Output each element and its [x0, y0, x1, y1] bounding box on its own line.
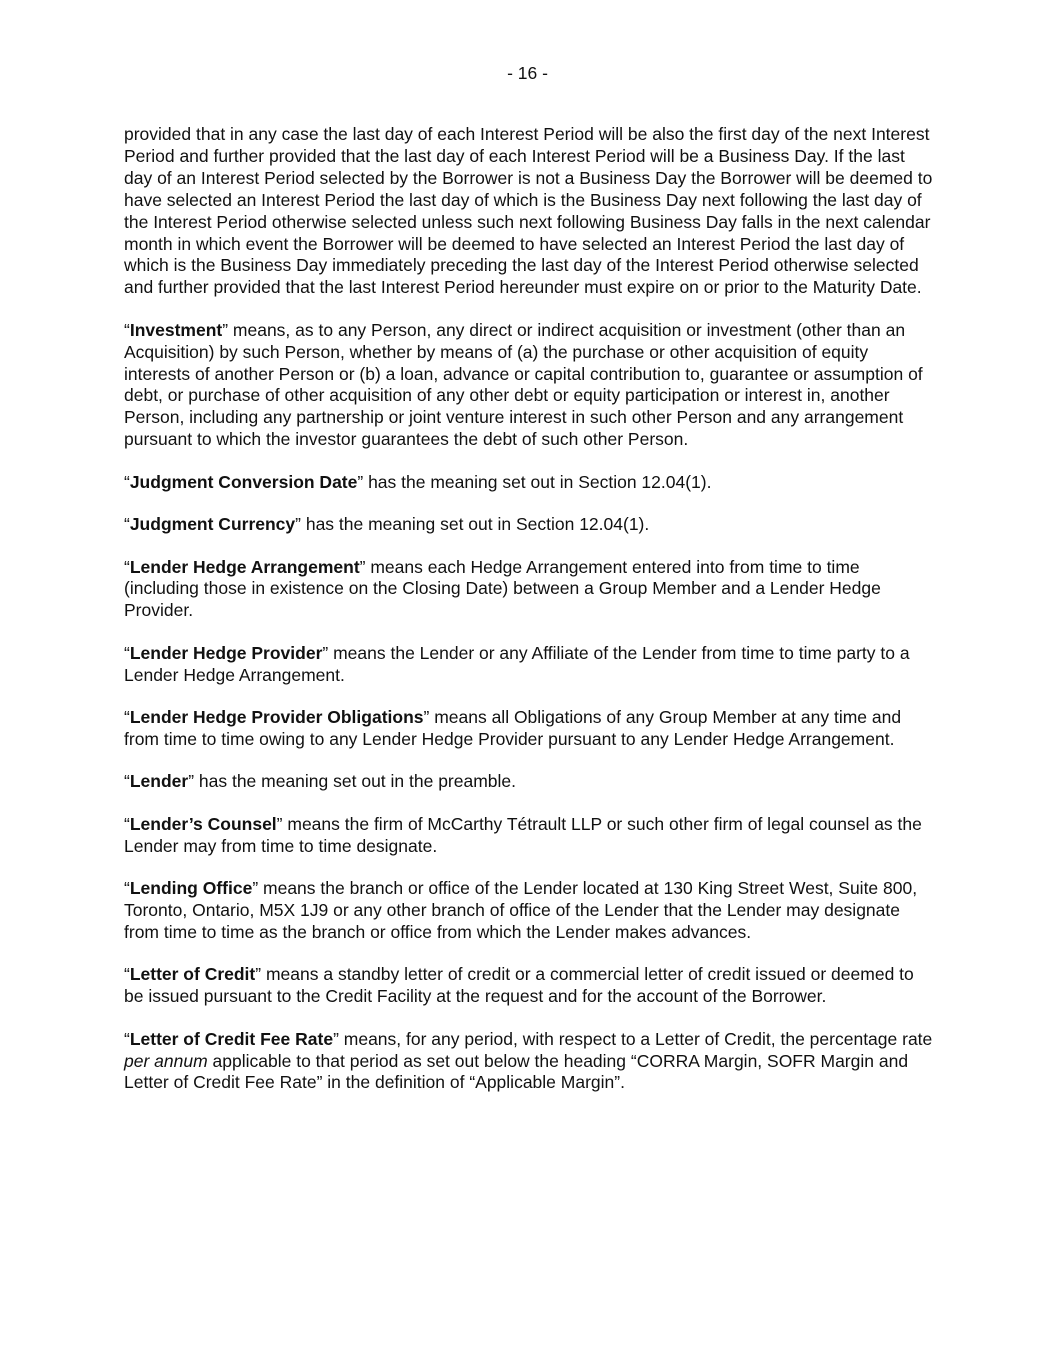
open-quote: “: [124, 514, 130, 535]
definition-text: ” means, as to any Person, any direct or indirect acquisition or investment (other than an Acquisition) by such Person, whether by means of (a) the purchase or other acquisition of equity interests of another Person or (b) a loan, advance or capital contribution to, guarantee or assumption of debt, or purchase of other acquisition of any other debt or equity participation or interest in, another Person, including any partnership or joint venture interest in such other Person and any arrangement pursuant to which the investor guarantees the debt of such other Person.: [124, 319, 923, 450]
definition-judgment-conversion-date: [124, 472, 934, 494]
definition-text: ” has the meaning set out in Section 12.04(1).: [357, 471, 712, 492]
open-quote: “: [124, 642, 130, 663]
open-quote: “: [124, 964, 130, 985]
defined-term: Judgment Currency: [129, 514, 296, 535]
defined-term: Judgment Conversion Date: [129, 471, 358, 492]
definition-text: ” means the Lender or any Affiliate of the Lender from time to time party to a Lender Hedge Arrangement.: [124, 642, 910, 685]
definition-lender-hedge-provider: [124, 643, 934, 687]
document-body: [124, 124, 934, 1115]
definition-lenders-counsel: [124, 814, 934, 858]
defined-term: Lender Hedge Arrangement: [129, 556, 360, 577]
definition-text: ” means all Obligations of any Group Member at any time and from time to time owing to any Lender Hedge Provider pursuant to any Lender Hedge Arrangement.: [124, 707, 902, 749]
defined-term: Investment: [129, 319, 223, 340]
defined-term: Lender Hedge Provider: [129, 642, 323, 663]
open-quote: “: [124, 556, 130, 577]
open-quote: “: [124, 471, 130, 492]
definition-text: ” means each Hedge Arrangement entered into from time to time (including those in existence on the Closing Date) between a Group Member and a Lender Hedge Provider.: [124, 556, 881, 621]
open-quote: “: [124, 771, 130, 792]
definition-judgment-currency: [124, 514, 934, 536]
definition-letter-of-credit: [124, 964, 934, 1008]
open-quote: “: [124, 319, 130, 340]
defined-term: Letter of Credit Fee Rate: [129, 1028, 334, 1049]
definition-text: ” has the meaning set out in the preamble.: [188, 771, 517, 792]
definition-text: ” means, for any period, with respect to a Letter of Credit, the percentage rate: [333, 1028, 933, 1049]
definition-text: ” means the firm of McCarthy Tétrault LLP or such other firm of legal counsel as the Lender may from time to time designate.: [124, 813, 922, 856]
defined-term: Lender: [129, 771, 189, 792]
definition-text: ” has the meaning set out in Section 12.04(1).: [295, 514, 650, 535]
italic-phrase: per annum: [124, 1050, 208, 1071]
defined-term: Lender’s Counsel: [129, 813, 277, 834]
definition-lender-hedge-provider-obligations: [124, 707, 934, 751]
definition-text: ” means the branch or office of the Lender located at 130 King Street West, Suite 800, Toronto, Ontario, M5X 1J9 or any other branch of office of the Lender that the Lender may designate from time to time as the branch or office from which the Lender makes advances.: [124, 878, 918, 942]
page-number: - 16 -: [507, 63, 548, 83]
definition-text: ” means a standby letter of credit or a commercial letter of credit issued or deemed to be issued pursuant to the Credit Facility at the request and for the account of the Borrower.: [124, 964, 914, 1007]
definition-text: applicable to that period as set out below the heading “CORRA Margin, SOFR Margin and Letter of Credit Fee Rate” in the definition of “Applicable Margin”.: [124, 1050, 909, 1093]
definition-lender-hedge-arrangement: [124, 557, 934, 623]
open-quote: “: [124, 707, 130, 728]
defined-term: Lender Hedge Provider Obligations: [129, 707, 424, 728]
definition-investment: [124, 320, 934, 451]
open-quote: “: [124, 813, 130, 834]
defined-term: Lending Office: [129, 878, 253, 899]
paragraph-text: provided that in any case the last day of each Interest Period will be also the first day of the next Interest Period and further provided that the last day of each Interest Period will be a Business Day. If the last day of an Interest Period selected by the Borrower is not a Business Day the Borrower will be deemed to have selected an Interest Period the last day of which is the Business Day next following the last day of the Interest Period otherwise selected unless such next following Business Day falls in the next calendar month in which event the Borrower will be deemed to have selected an Interest Period the last day of which is the Business Day immediately preceding the last day of the Interest Period otherwise selected and further provided that the last Interest Period hereunder must expire on or prior to the Maturity Date.: [124, 124, 933, 298]
defined-term: Letter of Credit: [129, 964, 256, 985]
open-quote: “: [124, 1028, 130, 1049]
paragraph-interest-period-continuation: [124, 124, 934, 299]
definition-lender: [124, 771, 934, 793]
definition-letter-of-credit-fee-rate: [124, 1029, 934, 1095]
definition-lending-office: [124, 878, 934, 944]
open-quote: “: [124, 878, 130, 899]
